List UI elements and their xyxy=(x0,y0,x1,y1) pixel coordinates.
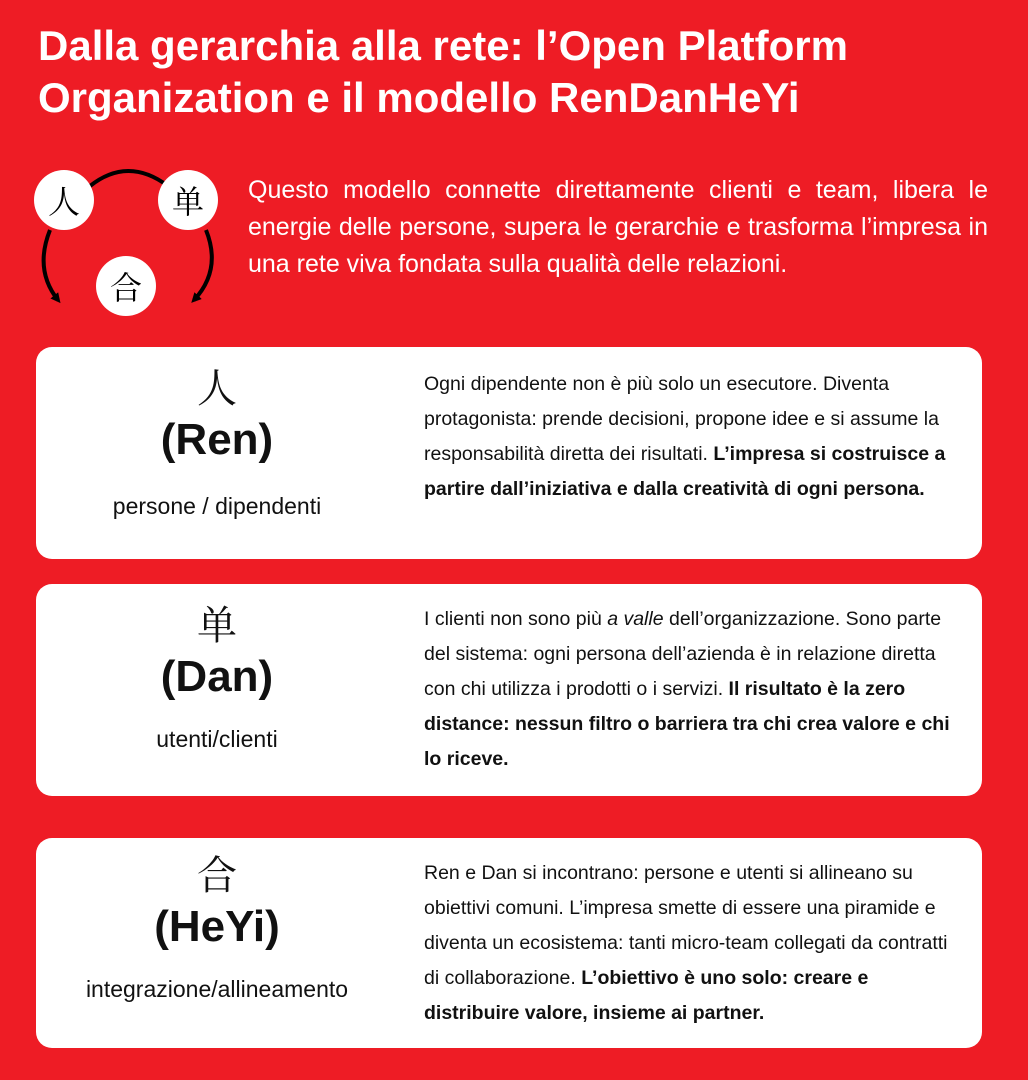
page-title xyxy=(38,20,998,124)
card-ren-label xyxy=(36,347,398,559)
cycle-arrow-top xyxy=(90,171,168,186)
card-dan-text-em: a valle xyxy=(607,608,664,630)
card-dan-description xyxy=(424,602,964,777)
cycle-arrow-right xyxy=(194,230,212,300)
card-ren xyxy=(36,347,982,559)
card-heyi-text: Ren e Dan si incontrano: persone e utenti si allineano su obiettivi comuni. L’impresa smette di essere una piramide e diventa un ecosistema: tanti micro-team collegati da contratti di collaborazione. xyxy=(424,862,948,989)
card-ren-bold: L’impresa si costruisce a partire dall’iniziativa e dalla creatività di ogni persona. xyxy=(424,443,946,500)
card-ren-description xyxy=(424,367,964,507)
card-dan-bold: Il risultato è la zero distance: nessun filtro o barriera tra chi crea valore e chi lo riceve. xyxy=(424,678,950,770)
page-title-line-2: Organization e il modello RenDanHeYi xyxy=(38,74,800,121)
dan-circle: 单 xyxy=(158,170,218,230)
page-title-line-1: Dalla gerarchia alla rete: l’Open Platform xyxy=(38,22,848,69)
card-dan-text-a: I clienti non sono più xyxy=(424,608,608,630)
card-dan-meaning: utenti/clienti xyxy=(156,726,278,752)
card-dan-char: 单 xyxy=(197,603,237,649)
ren-circle: 人 xyxy=(34,170,94,230)
card-ren-text: Ogni dipendente non è più solo un esecutore. Diventa protagonista: prende decisioni, propone idee e si assume la responsabilità diretta dei risultati. xyxy=(424,373,939,465)
card-heyi-char: 合 xyxy=(197,853,237,899)
card-ren-char: 人 xyxy=(197,366,237,412)
card-heyi-name: (HeYi) xyxy=(154,902,280,951)
card-heyi xyxy=(36,838,982,1048)
cycle-arrow-left xyxy=(44,230,58,300)
card-dan-label xyxy=(36,584,398,796)
heyi-circle: 合 xyxy=(96,256,156,316)
card-dan-name: (Dan) xyxy=(160,652,274,701)
card-heyi-label xyxy=(36,838,398,1048)
card-heyi-bold: L’obiettivo è uno solo: creare e distribuire valore, insieme ai partner. xyxy=(424,967,869,1024)
card-dan xyxy=(36,584,982,796)
intro-text: Questo modello connette direttamente clienti e team, libera le energie delle persone, supera le gerarchie e trasforma l’impresa in una rete viva fondata sulla qualità delle relazioni. xyxy=(248,176,988,278)
card-heyi-meaning: integrazione/allineamento xyxy=(85,976,349,1002)
rendanheyi-cycle-diagram xyxy=(28,160,228,320)
card-dan-text-b: dell’organizzazione. Sono parte del sistema: ogni persona dell’azienda è in relazione diretta con chi utilizza i prodotti o i servizi. xyxy=(424,608,947,700)
card-ren-name: (Ren) xyxy=(160,415,274,464)
card-heyi-description xyxy=(424,856,964,1031)
card-ren-meaning: persone / dipendenti xyxy=(112,493,322,519)
